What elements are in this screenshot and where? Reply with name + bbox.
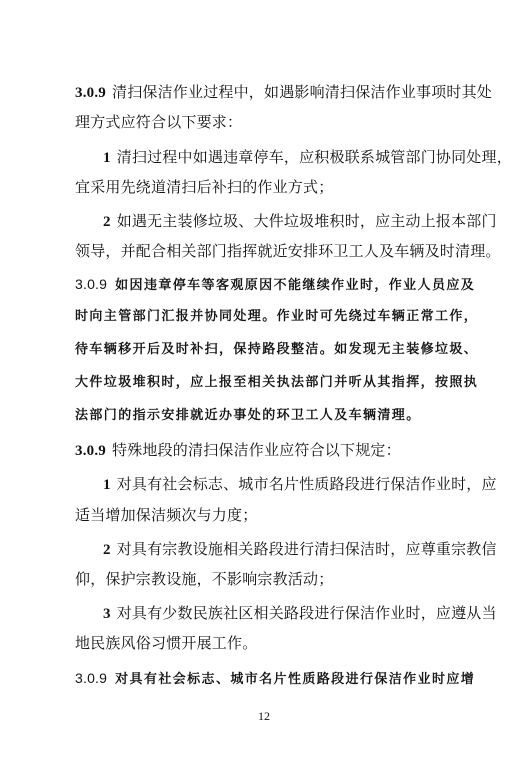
- explanation-number: 3.0.9: [75, 670, 108, 686]
- item-text-continued: 地民族风俗习惯开展工作。: [75, 634, 258, 652]
- explanation-text-continued: 待车辆移开后及时补扫，保持路段整洁。如发现无主装修垃圾、: [75, 342, 479, 357]
- clause-text: 清扫保洁作业过程中，如遇影响清扫保洁作业事项时其处: [112, 83, 493, 101]
- clause-3-0-9-heading: [75, 80, 493, 104]
- explanation-text-continued: 时向主管部门汇报并协同处理。作业时可先绕过车辆正常工作，: [75, 309, 479, 324]
- item-number: 3: [103, 606, 111, 622]
- explanation-text: 对具有社会标志、城市名片性质路段进行保洁作业时应增: [115, 672, 476, 687]
- list-item: [103, 472, 497, 496]
- clause-explanation: [75, 666, 476, 690]
- clause-number: 3.0.9: [75, 443, 106, 459]
- item-number: 1: [103, 477, 111, 493]
- item-text-continued: 仰，保护宗教设施，不影响宗教活动；: [75, 570, 334, 588]
- item-text: 对具有社会标志、城市名片性质路段进行保洁作业时，应: [116, 475, 497, 493]
- item-number: 1: [103, 150, 111, 166]
- list-item: [103, 537, 497, 561]
- clause-text: 特殊地段的清扫保洁作业应符合以下规定：: [112, 441, 401, 459]
- list-item: [103, 145, 512, 169]
- clause-3-0-9-heading: [75, 438, 465, 462]
- explanation-number: 3.0.9: [75, 276, 108, 292]
- list-item: [103, 209, 497, 233]
- item-number: 2: [103, 214, 111, 230]
- explanation-text-continued: 大件垃圾堆积时，应上报至相关执法部门并听从其指挥，按照执: [75, 375, 479, 390]
- explanation-text: 如因违章停车等客观原因不能继续作业时，作业人员应及: [115, 278, 476, 293]
- clause-number: 3.0.9: [75, 85, 106, 101]
- item-number: 2: [103, 542, 111, 558]
- item-text: 如遇无主装修垃圾、大件垃圾堆积时，应主动上报本部门: [116, 212, 497, 230]
- item-text: 对具有宗教设施相关路段进行清扫保洁时，应尊重宗教信: [116, 540, 497, 558]
- clause-explanation: [75, 272, 476, 296]
- list-item: [103, 601, 497, 625]
- item-text-continued: 宜采用先绕道清扫后补扫的作业方式；: [75, 178, 334, 196]
- page-number: 12: [258, 709, 270, 723]
- explanation-text-continued: 法部门的指示安排就近办事处的环卫工人及车辆清理。: [75, 408, 421, 423]
- item-text: 对具有少数民族社区相关路段进行保洁作业时，应遵从当: [116, 604, 497, 622]
- item-text: 清扫过程中如遇违章停车，应积极联系城管部门协同处理，: [116, 148, 512, 166]
- item-text-continued: 领导，并配合相关部门指挥就近安排环卫工人及车辆及时清理。: [75, 242, 501, 260]
- clause-text-continued: 理方式应符合以下要求：: [75, 113, 243, 131]
- item-text-continued: 适当增加保洁频次与力度；: [75, 506, 258, 524]
